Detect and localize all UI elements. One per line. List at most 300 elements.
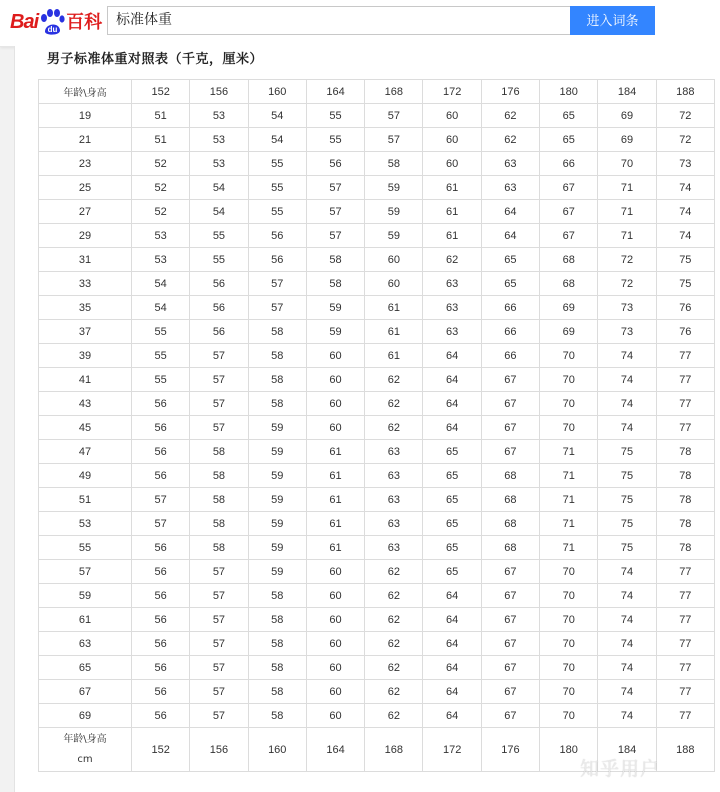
age-cell: 31: [39, 248, 132, 272]
weight-cell: 65: [481, 272, 539, 296]
weight-cell: 59: [306, 320, 364, 344]
footer-label-unit: cm: [77, 753, 93, 765]
weight-cell: 74: [598, 344, 656, 368]
table-row: [39, 392, 715, 416]
weight-cell: 63: [423, 272, 481, 296]
weight-cell: 57: [190, 392, 248, 416]
age-cell: 37: [39, 320, 132, 344]
weight-cell: 72: [656, 104, 714, 128]
weight-cell: 74: [598, 560, 656, 584]
weight-cell: 57: [190, 680, 248, 704]
logo-bai-text: Bai: [10, 11, 39, 33]
weight-cell: 64: [423, 584, 481, 608]
weight-cell: 54: [248, 128, 306, 152]
weight-cell: 54: [190, 176, 248, 200]
table-row: [39, 296, 715, 320]
age-cell: 27: [39, 200, 132, 224]
weight-cell: 59: [365, 176, 423, 200]
weight-cell: 77: [656, 416, 714, 440]
age-cell: 25: [39, 176, 132, 200]
weight-cell: 63: [481, 152, 539, 176]
weight-cell: 72: [656, 128, 714, 152]
footer-corner-cell: [39, 728, 132, 772]
height-header-cell: 168: [365, 80, 423, 104]
weight-cell: 73: [598, 320, 656, 344]
weight-cell: 65: [481, 248, 539, 272]
weight-cell: 71: [540, 536, 598, 560]
weight-cell: 75: [656, 272, 714, 296]
height-footer-cell: 168: [365, 728, 423, 772]
age-cell: 53: [39, 512, 132, 536]
weight-cell: 70: [540, 560, 598, 584]
weight-cell: 74: [598, 608, 656, 632]
weight-cell: 65: [540, 128, 598, 152]
height-header-cell: 176: [481, 80, 539, 104]
table-row: [39, 272, 715, 296]
weight-cell: 58: [190, 536, 248, 560]
weight-cell: 60: [306, 368, 364, 392]
weight-cell: 76: [656, 320, 714, 344]
weight-cell: 62: [365, 680, 423, 704]
weight-cell: 56: [132, 680, 190, 704]
weight-cell: 71: [540, 512, 598, 536]
enter-entry-button[interactable]: 进入词条: [570, 6, 655, 35]
weight-cell: 67: [481, 392, 539, 416]
weight-cell: 57: [190, 656, 248, 680]
weight-cell: 70: [540, 368, 598, 392]
weight-cell: 74: [656, 224, 714, 248]
weight-cell: 56: [132, 416, 190, 440]
weight-table: [38, 79, 715, 772]
height-header-cell: 156: [190, 80, 248, 104]
age-cell: 59: [39, 584, 132, 608]
weight-cell: 77: [656, 632, 714, 656]
weight-cell: 61: [365, 320, 423, 344]
weight-cell: 60: [306, 344, 364, 368]
weight-cell: 65: [423, 512, 481, 536]
weight-cell: 70: [598, 152, 656, 176]
footer-label-line1: 年龄\身高: [63, 733, 107, 745]
weight-cell: 78: [656, 536, 714, 560]
weight-cell: 65: [423, 488, 481, 512]
weight-cell: 74: [598, 368, 656, 392]
table-row: [39, 560, 715, 584]
weight-cell: 57: [306, 200, 364, 224]
weight-cell: 57: [248, 296, 306, 320]
weight-cell: 56: [132, 584, 190, 608]
weight-cell: 62: [365, 608, 423, 632]
weight-cell: 57: [248, 272, 306, 296]
weight-cell: 64: [481, 224, 539, 248]
weight-cell: 67: [481, 656, 539, 680]
table-row: [39, 368, 715, 392]
weight-cell: 64: [423, 416, 481, 440]
weight-cell: 60: [365, 272, 423, 296]
weight-cell: 77: [656, 584, 714, 608]
weight-cell: 56: [132, 440, 190, 464]
weight-cell: 58: [306, 272, 364, 296]
weight-cell: 58: [248, 704, 306, 728]
weight-cell: 56: [132, 608, 190, 632]
height-header-cell: 152: [132, 80, 190, 104]
age-cell: 47: [39, 440, 132, 464]
weight-cell: 68: [481, 536, 539, 560]
weight-cell: 73: [656, 152, 714, 176]
age-cell: 29: [39, 224, 132, 248]
weight-cell: 57: [190, 416, 248, 440]
weight-cell: 55: [248, 152, 306, 176]
table-row: [39, 608, 715, 632]
weight-cell: 58: [248, 632, 306, 656]
table-row: [39, 248, 715, 272]
table-row: [39, 488, 715, 512]
weight-cell: 72: [598, 248, 656, 272]
weight-cell: 66: [540, 152, 598, 176]
table-row: [39, 704, 715, 728]
weight-cell: 58: [190, 488, 248, 512]
weight-cell: 74: [656, 200, 714, 224]
weight-cell: 58: [248, 344, 306, 368]
weight-cell: 67: [481, 608, 539, 632]
weight-cell: 60: [306, 608, 364, 632]
weight-cell: 59: [365, 200, 423, 224]
weight-cell: 56: [132, 392, 190, 416]
weight-cell: 70: [540, 632, 598, 656]
table-row: [39, 152, 715, 176]
weight-cell: 61: [306, 512, 364, 536]
weight-cell: 55: [132, 344, 190, 368]
weight-cell: 75: [656, 248, 714, 272]
weight-cell: 68: [481, 464, 539, 488]
weight-cell: 69: [540, 320, 598, 344]
age-cell: 21: [39, 128, 132, 152]
weight-cell: 68: [540, 248, 598, 272]
weight-cell: 77: [656, 656, 714, 680]
weight-cell: 74: [598, 704, 656, 728]
weight-cell: 60: [306, 632, 364, 656]
table-row: [39, 584, 715, 608]
weight-cell: 60: [306, 680, 364, 704]
weight-cell: 65: [423, 464, 481, 488]
weight-cell: 77: [656, 392, 714, 416]
weight-cell: 56: [190, 296, 248, 320]
top-bar: [0, 0, 720, 47]
weight-cell: 54: [248, 104, 306, 128]
weight-cell: 54: [190, 200, 248, 224]
weight-cell: 70: [540, 608, 598, 632]
table-row: [39, 464, 715, 488]
weight-cell: 53: [132, 224, 190, 248]
height-footer-cell: 188: [656, 728, 714, 772]
weight-cell: 78: [656, 440, 714, 464]
weight-cell: 61: [423, 176, 481, 200]
weight-cell: 67: [481, 584, 539, 608]
weight-cell: 73: [598, 296, 656, 320]
weight-cell: 69: [598, 128, 656, 152]
weight-cell: 58: [365, 152, 423, 176]
height-header-cell: 164: [306, 80, 364, 104]
weight-cell: 56: [132, 560, 190, 584]
weight-cell: 53: [190, 152, 248, 176]
weight-cell: 58: [190, 440, 248, 464]
weight-cell: 57: [190, 584, 248, 608]
weight-cell: 63: [365, 488, 423, 512]
weight-cell: 63: [365, 440, 423, 464]
weight-cell: 56: [132, 536, 190, 560]
weight-cell: 77: [656, 608, 714, 632]
weight-cell: 67: [540, 224, 598, 248]
weight-cell: 67: [481, 560, 539, 584]
weight-cell: 63: [423, 320, 481, 344]
weight-cell: 55: [132, 368, 190, 392]
weight-cell: 58: [248, 392, 306, 416]
age-cell: 61: [39, 608, 132, 632]
weight-cell: 61: [423, 224, 481, 248]
age-cell: 55: [39, 536, 132, 560]
weight-cell: 68: [481, 512, 539, 536]
weight-cell: 63: [365, 536, 423, 560]
weight-cell: 61: [365, 296, 423, 320]
weight-cell: 56: [248, 248, 306, 272]
weight-cell: 63: [423, 296, 481, 320]
age-cell: 51: [39, 488, 132, 512]
weight-cell: 58: [248, 656, 306, 680]
table-row: [39, 680, 715, 704]
weight-cell: 75: [598, 440, 656, 464]
watermark: 知乎用户: [580, 758, 661, 780]
age-cell: 65: [39, 656, 132, 680]
weight-cell: 60: [306, 584, 364, 608]
weight-cell: 57: [306, 224, 364, 248]
weight-cell: 78: [656, 464, 714, 488]
table-row: [39, 224, 715, 248]
weight-cell: 67: [481, 440, 539, 464]
height-footer-cell: 152: [132, 728, 190, 772]
weight-cell: 75: [598, 464, 656, 488]
weight-cell: 55: [306, 128, 364, 152]
weight-cell: 74: [598, 680, 656, 704]
height-header-cell: 184: [598, 80, 656, 104]
weight-cell: 61: [306, 488, 364, 512]
weight-cell: 67: [481, 416, 539, 440]
weight-cell: 52: [132, 152, 190, 176]
weight-cell: 55: [306, 104, 364, 128]
weight-cell: 57: [190, 344, 248, 368]
weight-cell: 55: [132, 320, 190, 344]
weight-cell: 64: [423, 704, 481, 728]
height-footer-cell: 180: [540, 728, 598, 772]
weight-cell: 70: [540, 584, 598, 608]
weight-cell: 56: [132, 464, 190, 488]
age-cell: 33: [39, 272, 132, 296]
weight-cell: 56: [132, 704, 190, 728]
table-row: [39, 104, 715, 128]
weight-cell: 54: [132, 272, 190, 296]
table-row: [39, 656, 715, 680]
weight-cell: 58: [306, 248, 364, 272]
weight-cell: 65: [423, 440, 481, 464]
weight-cell: 74: [598, 584, 656, 608]
weight-cell: 62: [365, 632, 423, 656]
weight-cell: 75: [598, 512, 656, 536]
age-cell: 23: [39, 152, 132, 176]
weight-cell: 67: [540, 200, 598, 224]
weight-cell: 77: [656, 344, 714, 368]
weight-cell: 56: [132, 656, 190, 680]
height-header-cell: 160: [248, 80, 306, 104]
weight-cell: 70: [540, 656, 598, 680]
corner-header-cell: 年龄\身高: [39, 80, 132, 104]
age-cell: 67: [39, 680, 132, 704]
baidu-baike-logo[interactable]: [10, 4, 102, 40]
weight-cell: 62: [365, 584, 423, 608]
table-row: [39, 320, 715, 344]
table-row: [39, 512, 715, 536]
weight-cell: 62: [365, 416, 423, 440]
weight-cell: 65: [423, 536, 481, 560]
weight-cell: 57: [306, 176, 364, 200]
weight-cell: 53: [190, 128, 248, 152]
weight-cell: 60: [365, 248, 423, 272]
weight-cell: 64: [423, 368, 481, 392]
weight-cell: 60: [306, 560, 364, 584]
age-cell: 35: [39, 296, 132, 320]
weight-cell: 64: [423, 392, 481, 416]
table-header-row: [39, 80, 715, 104]
height-footer-cell: 160: [248, 728, 306, 772]
age-cell: 41: [39, 368, 132, 392]
weight-cell: 57: [190, 368, 248, 392]
weight-cell: 57: [365, 104, 423, 128]
weight-cell: 63: [365, 512, 423, 536]
age-cell: 45: [39, 416, 132, 440]
weight-cell: 58: [248, 320, 306, 344]
table-row: [39, 632, 715, 656]
weight-cell: 71: [540, 488, 598, 512]
weight-cell: 58: [248, 608, 306, 632]
weight-cell: 67: [481, 632, 539, 656]
weight-cell: 68: [481, 488, 539, 512]
weight-cell: 60: [306, 704, 364, 728]
age-cell: 63: [39, 632, 132, 656]
weight-cell: 60: [306, 416, 364, 440]
weight-cell: 55: [190, 224, 248, 248]
weight-cell: 69: [540, 296, 598, 320]
weight-cell: 59: [306, 296, 364, 320]
weight-cell: 62: [481, 128, 539, 152]
weight-cell: 62: [365, 392, 423, 416]
paw-icon: [39, 8, 65, 36]
weight-cell: 59: [248, 440, 306, 464]
weight-cell: 76: [656, 296, 714, 320]
height-header-cell: 180: [540, 80, 598, 104]
weight-cell: 59: [248, 416, 306, 440]
weight-cell: 64: [423, 632, 481, 656]
weight-cell: 57: [132, 488, 190, 512]
weight-cell: 74: [656, 176, 714, 200]
table-row: [39, 344, 715, 368]
weight-cell: 61: [306, 464, 364, 488]
weight-cell: 55: [190, 248, 248, 272]
weight-cell: 55: [248, 176, 306, 200]
weight-cell: 61: [306, 440, 364, 464]
weight-cell: 75: [598, 488, 656, 512]
weight-cell: 56: [190, 272, 248, 296]
weight-cell: 56: [306, 152, 364, 176]
weight-cell: 51: [132, 104, 190, 128]
weight-cell: 64: [423, 656, 481, 680]
weight-cell: 59: [248, 512, 306, 536]
weight-cell: 64: [423, 680, 481, 704]
weight-cell: 74: [598, 416, 656, 440]
weight-cell: 60: [306, 656, 364, 680]
search-input[interactable]: 标准体重: [107, 6, 570, 35]
weight-cell: 58: [190, 464, 248, 488]
weight-cell: 60: [423, 128, 481, 152]
weight-cell: 59: [248, 464, 306, 488]
weight-cell: 74: [598, 632, 656, 656]
height-header-cell: 172: [423, 80, 481, 104]
age-cell: 43: [39, 392, 132, 416]
height-header-cell: 188: [656, 80, 714, 104]
weight-cell: 71: [598, 200, 656, 224]
weight-cell: 62: [365, 704, 423, 728]
weight-cell: 70: [540, 704, 598, 728]
weight-cell: 57: [190, 608, 248, 632]
weight-cell: 55: [248, 200, 306, 224]
height-footer-cell: 164: [306, 728, 364, 772]
height-footer-cell: 176: [481, 728, 539, 772]
age-cell: 69: [39, 704, 132, 728]
weight-cell: 66: [481, 344, 539, 368]
table-row: [39, 416, 715, 440]
weight-cell: 64: [423, 608, 481, 632]
table-row: [39, 200, 715, 224]
weight-cell: 66: [481, 296, 539, 320]
weight-cell: 65: [540, 104, 598, 128]
weight-cell: 71: [540, 464, 598, 488]
table-row: [39, 536, 715, 560]
height-footer-cell: 172: [423, 728, 481, 772]
weight-cell: 56: [132, 632, 190, 656]
age-cell: 39: [39, 344, 132, 368]
weight-cell: 62: [365, 368, 423, 392]
weight-cell: 59: [365, 224, 423, 248]
weight-cell: 59: [248, 488, 306, 512]
weight-cell: 60: [423, 104, 481, 128]
weight-cell: 58: [248, 680, 306, 704]
table-row: [39, 440, 715, 464]
weight-cell: 67: [481, 368, 539, 392]
weight-cell: 63: [365, 464, 423, 488]
weight-cell: 51: [132, 128, 190, 152]
weight-cell: 57: [190, 704, 248, 728]
weight-cell: 70: [540, 344, 598, 368]
age-cell: 57: [39, 560, 132, 584]
weight-cell: 57: [132, 512, 190, 536]
weight-cell: 53: [190, 104, 248, 128]
weight-cell: 72: [598, 272, 656, 296]
weight-cell: 58: [190, 512, 248, 536]
weight-cell: 77: [656, 560, 714, 584]
weight-cell: 57: [190, 632, 248, 656]
weight-cell: 60: [306, 392, 364, 416]
weight-cell: 62: [365, 656, 423, 680]
weight-cell: 57: [190, 560, 248, 584]
weight-cell: 62: [365, 560, 423, 584]
weight-cell: 60: [423, 152, 481, 176]
weight-cell: 70: [540, 416, 598, 440]
